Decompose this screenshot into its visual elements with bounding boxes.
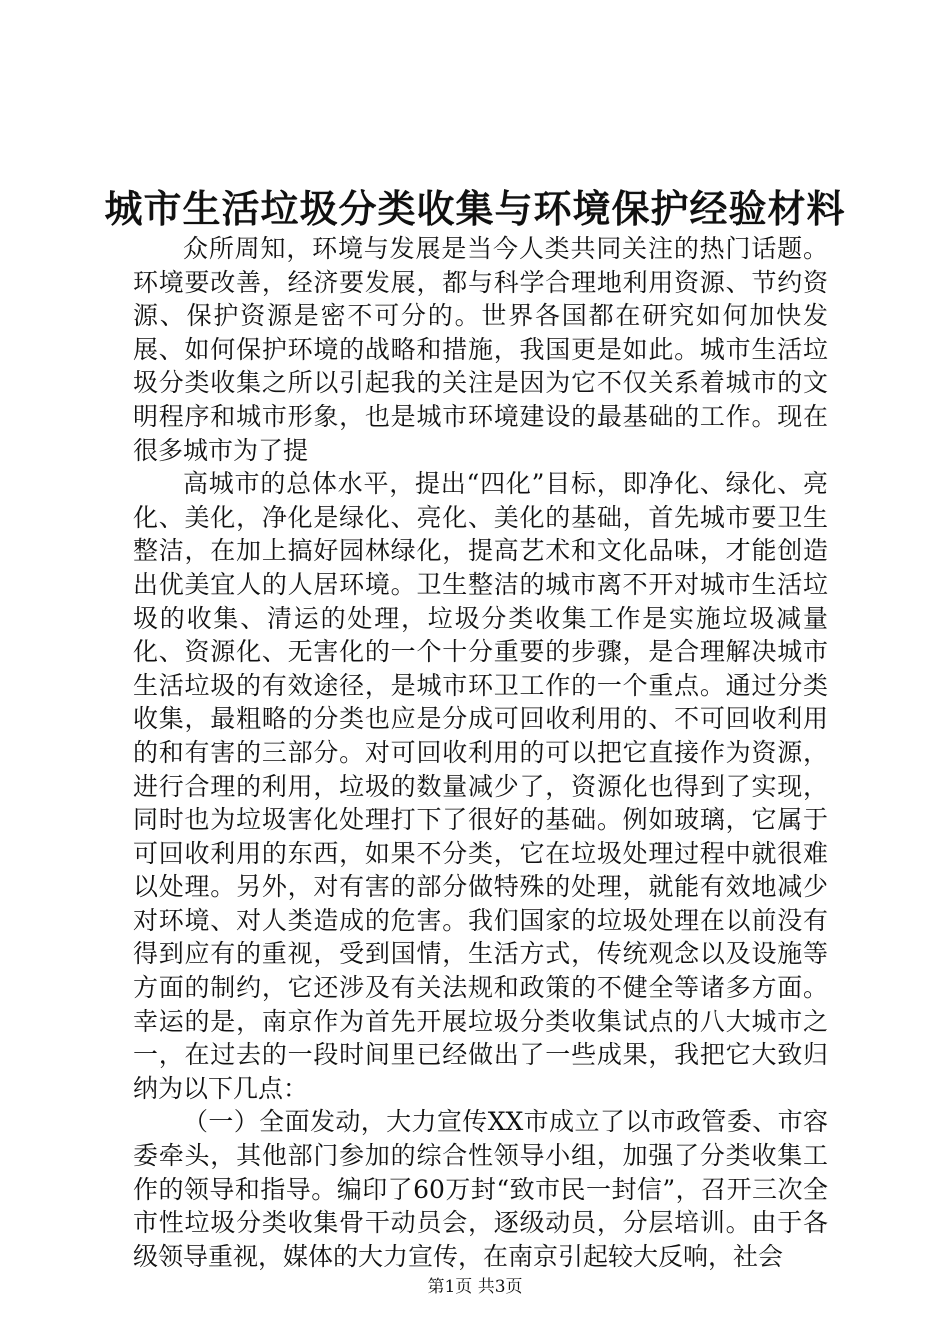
document-title: 城市生活垃圾分类收集与环境保护经验材料 (104, 186, 846, 231)
paragraph-section-one: （一）全面发动，大力宣传XX市成立了以市政管委、市容委牵头，其他部门参加的综合性领导小组，加强了分类收集工作的领导和指导。编印了60万封“致市民一封信”，召开三次全市性垃圾分类收集骨干动员会，逐级动员，分层培训。由于各级领导重视，媒体的大力宣传，在南京引起较大反响，社会 (133, 1107, 828, 1271)
document-body (133, 232, 828, 1273)
page-number-footer: 第1页 共3页 (427, 1277, 523, 1297)
paragraph-intro: 众所周知，环境与发展是当今人类共同关注的热门话题。环境要改善，经济要发展，都与科学合理地利用资源、节约资源、保护资源是密不可分的。世界各国都在研究如何加快发展、如何保护环境的战略和措施，我国更是如此。城市生活垃圾分类收集之所以引起我的关注是因为它不仅关系着城市的文明程序和城市形象，也是城市环境建设的最基础的工作。现在很多城市为了提 (133, 234, 828, 465)
paragraph-main: 高城市的总体水平，提出“四化”目标，即净化、绿化、亮化、美化，净化是绿化、亮化、美化的基础，首先城市要卫生整洁，在加上搞好园林绿化，提高艺术和文化品味，才能创造出优美宜人的人居环境。卫生整洁的城市离不开对城市生活垃圾的收集、清运的处理，垃圾分类收集工作是实施垃圾减量化、资源化、无害化的一个十分重要的步骤，是合理解决城市生活垃圾的有效途径，是城市环卫工作的一个重点。通过分类收集，最粗略的分类也应是分成可回收利用的、不可回收利用的和有害的三部分。对可回收利用的可以把它直接作为资源，进行合理的利用，垃圾的数量减少了，资源化也得到了实现，同时也为垃圾害化处理打下了很好的基础。例如玻璃，它属于可回收利用的东西，如果不分类，它在垃圾处理过程中就很难以处理。另外，对有害的部分做特殊的处理，就能有效地减少对环境、对人类造成的危害。我们国家的垃圾处理在以前没有得到应有的重视，受到国情，生活方式，传统观念以及设施等方面的制约，它还涉及有关法规和政策的不健全等诸多方面。幸运的是，南京作为首先开展垃圾分类收集试点的八大城市之一，在过去的一段时间里已经做出了一些成果，我把它大致归纳为以下几点： (133, 469, 828, 1103)
